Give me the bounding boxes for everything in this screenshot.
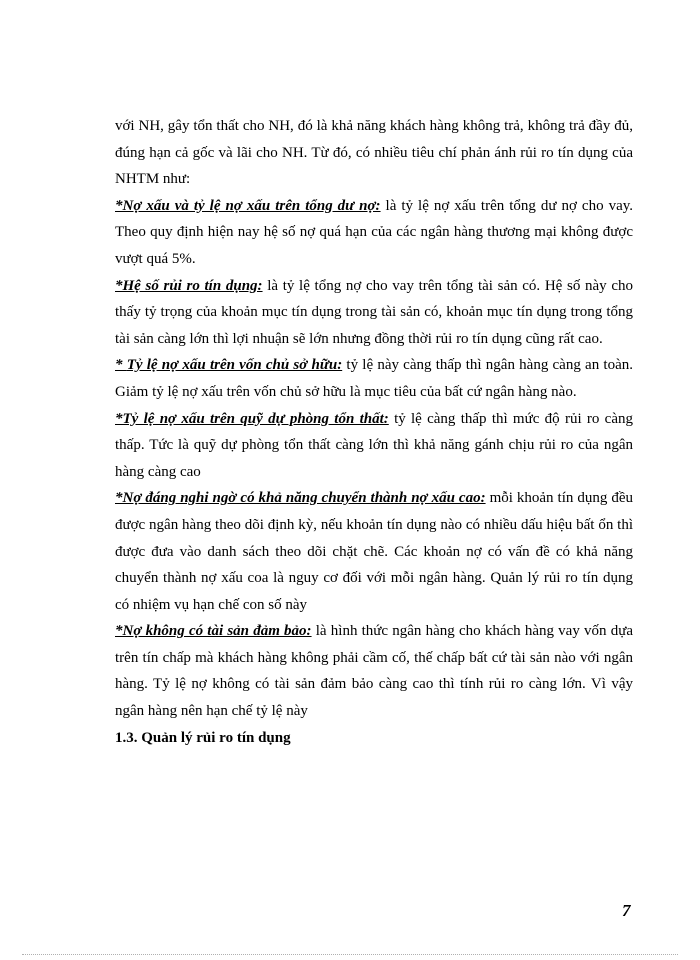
criterion-prefix: * bbox=[115, 197, 123, 214]
criterion-credit-risk-ratio bbox=[115, 273, 633, 353]
criterion-prefix: * bbox=[115, 623, 123, 640]
page-number: 7 bbox=[622, 901, 631, 920]
criterion-text: là tỷ lệ nợ xấu trên tổng dư nợ cho vay. Theo quy định hiện nay hệ số nợ quá hạn của các ngân hàng thương mại không được vượt quá 5%. bbox=[115, 197, 633, 267]
criterion-text: tỷ lệ càng thấp thì mức độ rủi ro càng thấp. Tức là quỹ dự phòng tổn thất càng lớn thì khả năng gánh chịu rủi ro của ngân hàng càng cao bbox=[115, 410, 633, 480]
criterion-npl-to-provision bbox=[115, 406, 633, 486]
document-body bbox=[115, 113, 633, 751]
criterion-term: Tỷ lệ nợ xấu trên quỹ dự phòng tổn thất: bbox=[122, 410, 389, 427]
criterion-text: là hình thức ngân hàng cho khách hàng vay vốn dựa trên tín chấp mà khách hàng không phải cầm cố, thế chấp bất cứ tài sản nào với ngân hàng. Tỷ lệ nợ không có tài sản đảm bảo càng cao thì tính rủi ro càng lớn. Vì vậy ngân hàng nên hạn chế tỷ lệ này bbox=[115, 623, 634, 720]
section-heading: 1.3. Quản lý rủi ro tín dụng bbox=[115, 729, 291, 746]
criterion-term: Nợ đáng nghi ngờ có khả năng chuyển thành nợ xấu cao: bbox=[122, 490, 486, 507]
criterion-unsecured-debt bbox=[115, 618, 633, 724]
criterion-npl-ratio bbox=[115, 193, 633, 273]
criterion-prefix: * bbox=[115, 490, 123, 507]
criterion-term: Hệ số rủi ro tín dụng: bbox=[122, 277, 263, 294]
criterion-prefix: * bbox=[115, 277, 123, 294]
criterion-doubtful-debt bbox=[115, 485, 633, 618]
criterion-term: Nợ xấu và tỷ lệ nợ xấu trên tổng dư nợ: bbox=[122, 197, 381, 214]
criterion-prefix: * bbox=[115, 410, 123, 427]
criterion-term: Nợ không có tài sản đảm bảo: bbox=[122, 623, 312, 640]
criterion-text: tỷ lệ này càng thấp thì ngân hàng càng an toàn. Giảm tỷ lệ nợ xấu trên vốn chủ sở hữu là mục tiêu của bất cứ ngân hàng nào. bbox=[115, 357, 633, 400]
intro-paragraph: với NH, gây tổn thất cho NH, đó là khả năng khách hàng không trả, không trả đầy đủ, đúng hạn cả gốc và lãi cho NH. Từ đó, có nhiều tiêu chí phản ánh rủi ro tín dụng của NHTM như: bbox=[115, 118, 633, 188]
criterion-prefix: * bbox=[115, 357, 127, 374]
criterion-term: Tỷ lệ nợ xấu trên vốn chủ sở hữu: bbox=[126, 357, 343, 374]
criterion-npl-to-equity bbox=[115, 352, 633, 405]
footer-divider bbox=[22, 954, 678, 955]
criterion-text: mỗi khoản tín dụng đều được ngân hàng theo dõi định kỳ, nếu khoản tín dụng nào có nhiều dấu hiệu bất ổn thì được đưa vào danh sách theo dõi chặt chẽ. Các khoản nợ có vấn đề có khả năng chuyển thành nợ xấu coa là nguy cơ đối với mỗi ngân hàng. Quản lý rủi ro tín dụng có nhiệm vụ hạn chế con số này bbox=[115, 490, 633, 613]
criterion-text: là tỷ lệ tổng nợ cho vay trên tổng tài sản có. Hệ số này cho thấy tỷ trọng của khoản mục tín dụng trong tài sản có, khoản mục tín dụng trong tổng tài sản càng lớn thì lợi nhuận sẽ lớn nhưng đồng thời rủi ro tín dụng cũng rất cao. bbox=[115, 277, 633, 347]
